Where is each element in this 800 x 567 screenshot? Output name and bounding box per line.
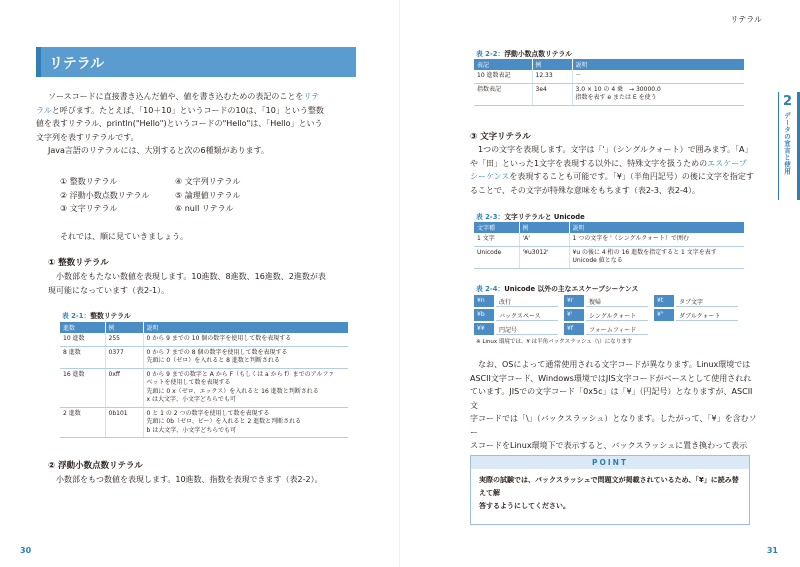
table-row <box>60 333 348 346</box>
table-cell: 0xff <box>105 368 143 407</box>
kind-item: ⑤ 論理値リテラル <box>175 190 241 200</box>
escape-value-cell: 復帰 <box>586 295 648 307</box>
point-body <box>479 474 741 513</box>
table-cell: 0 と 1 の 2 つの数字を使用して数を表現する 先頭に 0b（ゼロ、ビー）を入れると 2 進数と判断される b は大文字、小文字どちらでも可 <box>143 407 348 438</box>
escape-key-cell: ¥r <box>564 295 584 307</box>
escape-value-cell: タブ文字 <box>676 295 738 307</box>
point-box <box>470 455 750 525</box>
table-row <box>60 407 348 438</box>
section2-paragraph <box>56 473 376 487</box>
table-header-row <box>474 222 744 233</box>
page-number: 31 <box>766 546 778 555</box>
section-heading: ① 整数リテラル <box>48 258 109 268</box>
escape-value-cell: 改行 <box>496 295 558 307</box>
escape-value-cell: バックスペース <box>496 309 558 321</box>
escape-value-cell: ダブルクォート <box>676 309 738 321</box>
page-number: 30 <box>20 546 32 555</box>
table-row <box>474 83 744 105</box>
section3-line: ることで、その文字が特殊な意味をもちます（表2-3、表2-4）。 <box>470 185 700 195</box>
intro-line: ラルと呼びます。たとえば、「10＋10」というコードの10は、「10」という整数 <box>36 105 324 115</box>
section3-line: や「田」といった1文字を表現する以外に、特殊文字を扱うためのエスケープ <box>470 158 747 168</box>
table-2-2-caption: 表 2-2：浮動小数点数リテラル <box>476 50 572 58</box>
column-header: 説明 <box>143 322 348 333</box>
escape-key-cell: ¥' <box>564 309 584 321</box>
table-row <box>60 346 348 368</box>
page-title-box <box>36 47 356 77</box>
escape-key-cell: ¥f <box>564 323 584 335</box>
column-header: 説明 <box>572 59 744 70</box>
body-paragraph <box>470 358 760 466</box>
escape-value-cell: 円記号 <box>496 323 558 335</box>
escape-key-cell: ¥t <box>654 295 674 307</box>
column-header: 文字種 <box>474 222 519 233</box>
escape-key-cell: ¥" <box>654 309 674 321</box>
point-line: 実際の試験では、バックスラッシュで問題文が掲載されているため、「¥」に読み替えて解 <box>479 476 739 497</box>
table-cell: 255 <box>105 333 143 346</box>
kind-item: ⑥ null リテラル <box>175 204 234 213</box>
table-cell: Unicode <box>474 246 519 268</box>
table-cell: 0b101 <box>105 407 143 438</box>
intro-paragraph <box>36 90 368 158</box>
table-2-4-caption: 表 2-4：Unicode 以外の主なエスケープシーケンス <box>476 285 639 293</box>
kind-item: ② 浮動小数点数リテラル <box>60 190 150 200</box>
point-heading: POINT <box>471 456 749 469</box>
table-cell: － <box>572 70 744 83</box>
table-row <box>474 233 744 246</box>
table-cell: 1 文字 <box>474 233 519 246</box>
escape-value-cell: シングルクォート <box>586 309 648 321</box>
kind-item: ④ 文字列リテラル <box>175 177 241 186</box>
section3-line: 1つの文字を表現します。文字は「'」（シングルクォート）で囲みます。「A」 <box>478 145 753 154</box>
table-cell: 'A' <box>519 233 569 246</box>
table-row <box>474 309 744 322</box>
table-2-4-note: ※ Linux 環境では、¥ は半角バックスラッシュ（\）になります <box>476 339 633 345</box>
section-heading: ② 浮動小数点数リテラル <box>48 461 143 471</box>
table-row <box>474 295 744 308</box>
table-header-row <box>474 59 744 70</box>
page-title: リテラル <box>49 56 105 72</box>
intro-line: 値を表すリテラル、println("Hello")というコードの"Hello"は、「Hello」という <box>36 119 323 128</box>
table-cell: 16 進数 <box>60 368 105 407</box>
running-head: リテラル <box>730 15 762 24</box>
column-header: 例 <box>105 322 143 333</box>
table-cell: '¥u3012' <box>519 246 569 268</box>
table-cell: 3.0 × 10 の 4 乗 → 30000.0 指数を表す e または E を使う <box>572 83 744 105</box>
body-line: スコードをLinux環境下で表示すると、バックスラッシュに置き換わって表示 <box>470 441 748 450</box>
table-2-3 <box>474 222 744 269</box>
table-cell: 0 から 7 までの 8 個の数字を使用して数を表現する 先頭に 0（ゼロ）を入れると 8 進数と判断される <box>143 346 348 368</box>
escape-key-cell: ¥n <box>474 295 494 307</box>
kinds-col-1 <box>60 175 180 216</box>
table-cell: 指数表記 <box>474 83 532 105</box>
table-cell: 8 進数 <box>60 346 105 368</box>
table-cell: 12.33 <box>532 70 572 83</box>
table-cell: 10 進数表記 <box>474 70 532 83</box>
point-line: 答するようにしてください。 <box>479 502 570 510</box>
section1-line: 現可能になっています（表2-1）。 <box>48 285 170 295</box>
column-header: 例 <box>532 59 572 70</box>
table-2-3-caption: 表 2-3：文字リテラルと Unicode <box>476 213 585 221</box>
table-cell: ¥u の後に 4 桁の 16 進数を指定すると 1 文字を表す Unicode 値となる <box>569 246 744 268</box>
body-line: 字コードでは「\」（バックスラッシュ）となります。したがって、「¥」を含むソー <box>470 414 757 437</box>
table-cell: 0 から 9 までの 10 個の数字を使用して数を表現する <box>143 333 348 346</box>
kinds-col-2 <box>175 175 295 216</box>
table-2-1-caption: 表 2-1：整数リテラル <box>62 312 131 320</box>
table-row <box>474 70 744 83</box>
chapter-tab <box>778 92 800 200</box>
intro-line: 文字列を表すリテラルです。 <box>36 132 139 142</box>
table-cell: 1 つの文字を '（シングルクォート）で囲む <box>569 233 744 246</box>
table-row <box>60 368 348 407</box>
table-cell: 3e4 <box>532 83 572 105</box>
kind-item: ① 整数リテラル <box>60 177 118 186</box>
escape-key-cell: ¥¥ <box>474 323 494 335</box>
table-cell: 2 進数 <box>60 407 105 438</box>
section-heading: ③ 文字リテラル <box>470 132 531 142</box>
order-text: それでは、順に見ていきましょう。 <box>60 232 188 241</box>
table-2-1 <box>60 322 348 438</box>
escape-key-cell: ¥b <box>474 309 494 321</box>
body-line: ASCII文字コード、Windows環境ではJIS文字コードがベースとして使用されれ <box>470 373 752 383</box>
section1-paragraph <box>48 270 368 297</box>
intro-line: Java言語のリテラルには、大別すると次の6種類があります。 <box>48 146 269 155</box>
kind-item: ③ 文字リテラル <box>60 204 118 213</box>
table-row <box>474 246 744 268</box>
column-header: 進数 <box>60 322 105 333</box>
section3-line: シーケンスを表現することも可能です。「¥」（半角円記号）の後に文字を指定す <box>470 172 754 181</box>
chapter-number: 2 <box>783 94 793 109</box>
table-cell: 0 から 9 までの数字と A から F（もしくは a から f）までのアルファ ベットを使用して数を表現する 先頭に 0 x（ゼロ、エックス）を入れると 16 進数と判断される x は大文字、小文字どちらでも可 <box>143 368 348 407</box>
section1-line: 小数部をもたない数値を表現します。10進数、8進数、16進数、2進数が表 <box>56 272 326 281</box>
table-header-row <box>60 322 348 333</box>
section3-paragraph <box>470 143 760 197</box>
column-header: 説明 <box>569 222 744 233</box>
table-cell: 10 進数 <box>60 333 105 346</box>
table-cell: 0377 <box>105 346 143 368</box>
chapter-name: データの宣言と使用 <box>783 112 791 175</box>
column-header: 表記 <box>474 59 532 70</box>
body-line: ています。JISでの文字コード「0x5c」は「¥」（円記号）となりますが、ASCII文 <box>470 387 753 410</box>
escape-value-cell: フォームフィード <box>586 323 648 335</box>
body-line: なお、OSによって通常使用される文字コードが異なります。Linux環境では <box>478 360 751 369</box>
intro-line: ソースコードに直接書き込んだ値や、値を書き込むための表記のことをリテ <box>48 92 320 101</box>
table-row <box>474 323 744 336</box>
table-2-2 <box>474 59 744 106</box>
section2-line: 小数部をもつ数値を表現します。10進数、指数を表現できます（表2-2）。 <box>56 475 323 484</box>
column-header: 例 <box>519 222 569 233</box>
